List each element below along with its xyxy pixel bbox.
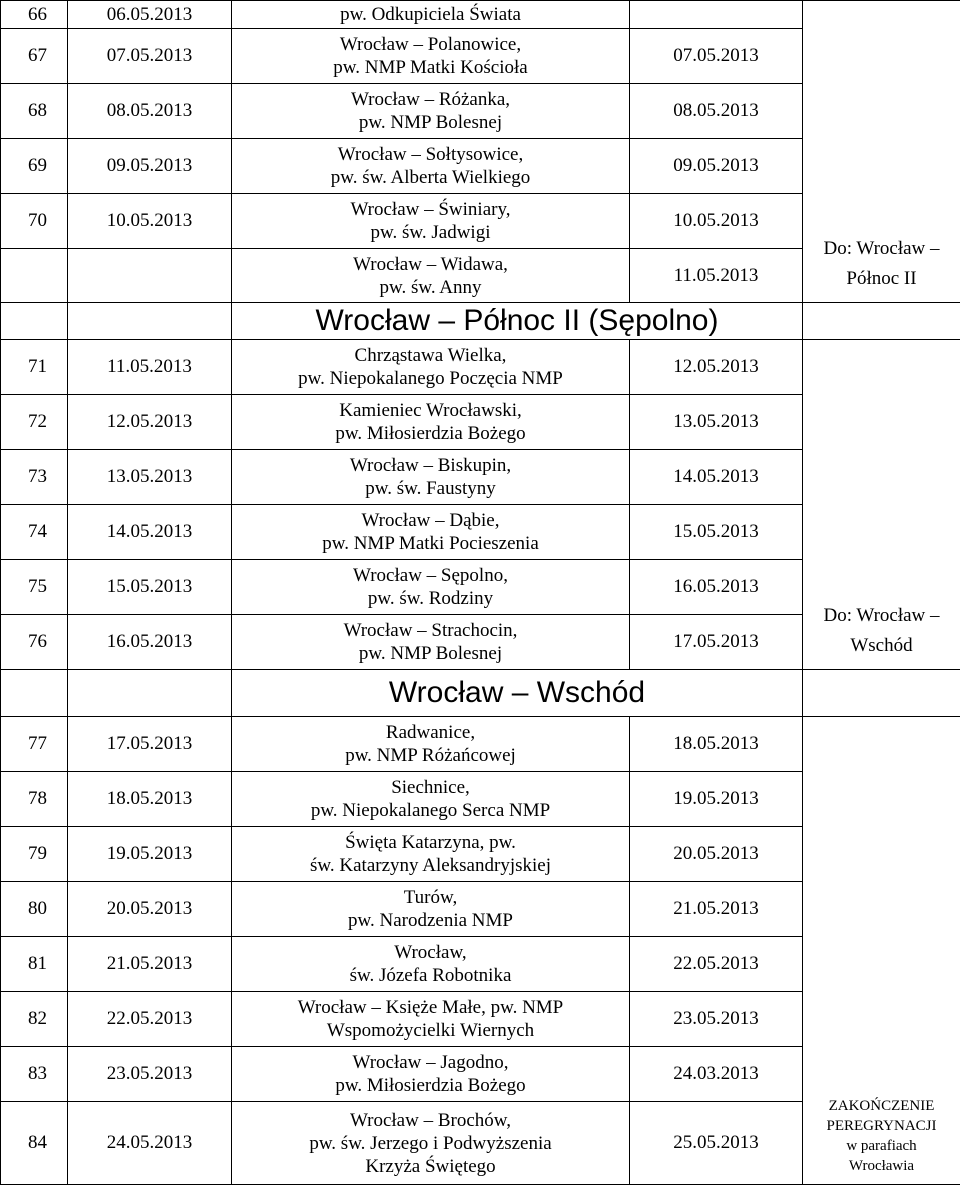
visit-date: 23.05.2013 <box>630 992 803 1047</box>
visit-date: 08.05.2013 <box>630 84 803 139</box>
parish-cell <box>232 717 630 772</box>
parish-line: pw. Miłosierdzia Bożego <box>335 1075 526 1096</box>
visit-date: 14.05.2013 <box>630 450 803 505</box>
row-date: 10.05.2013 <box>68 194 232 249</box>
row-number: 80 <box>1 882 68 937</box>
parish-line: Krzyża Świętego <box>365 1155 496 1177</box>
row-number: 69 <box>1 139 68 194</box>
parish-line: Wrocław – Świniary, <box>350 199 511 220</box>
empty-cell <box>68 303 232 340</box>
row-number: 78 <box>1 772 68 827</box>
empty-cell <box>68 670 232 717</box>
row-date: 06.05.2013 <box>68 1 232 29</box>
parish-line: pw. Odkupiciela Świata <box>340 4 521 25</box>
destination-line: PEREGRYNACJI <box>826 1118 937 1134</box>
parish-line: Turów, <box>403 887 458 908</box>
parish-line: Wrocław – Strachocin, <box>343 620 518 641</box>
parish-line: Wrocław – Jagodno, <box>352 1052 509 1073</box>
parish-cell <box>232 560 630 615</box>
visit-date: 07.05.2013 <box>630 29 803 84</box>
parish-line: Wrocław – Widawa, <box>353 253 508 275</box>
visit-date: 12.05.2013 <box>630 340 803 395</box>
visit-date: 19.05.2013 <box>630 772 803 827</box>
parish-line: Wrocław – Polanowice, <box>339 34 522 55</box>
destination-line: Do: Wrocław – <box>823 238 940 259</box>
destination-line: Do: Wrocław – <box>823 605 940 626</box>
row-number: 71 <box>1 340 68 395</box>
section-row <box>1 303 960 340</box>
row-date: 20.05.2013 <box>68 882 232 937</box>
row-number: 82 <box>1 992 68 1047</box>
row-date: 19.05.2013 <box>68 827 232 882</box>
destination-line: Wschód <box>850 635 913 656</box>
row-number: 74 <box>1 505 68 560</box>
destination-line: Północ II <box>846 268 917 289</box>
row-date <box>68 249 232 303</box>
row-date: 24.05.2013 <box>68 1102 232 1185</box>
row-date: 14.05.2013 <box>68 505 232 560</box>
parish-cell <box>232 992 630 1047</box>
visit-date: 20.05.2013 <box>630 827 803 882</box>
parish-cell <box>232 84 630 139</box>
row-date: 23.05.2013 <box>68 1047 232 1102</box>
section-heading: Wrocław – Północ II (Sępolno) <box>232 303 803 340</box>
parish-line: pw. NMP Matki Pocieszenia <box>322 533 539 554</box>
visit-date: 11.05.2013 <box>630 249 803 303</box>
row-date: 07.05.2013 <box>68 29 232 84</box>
parish-line: św. Katarzyny Aleksandryjskiej <box>310 855 551 876</box>
parish-line: pw. św. Faustyny <box>365 478 496 499</box>
parish-line: Święta Katarzyna, pw. <box>345 832 516 853</box>
parish-line: Wrocław – Księże Małe, pw. NMP <box>297 997 564 1018</box>
visit-date: 25.05.2013 <box>630 1102 803 1185</box>
parish-cell <box>232 340 630 395</box>
parish-line: pw. św. Rodziny <box>367 588 494 609</box>
row-number: 73 <box>1 450 68 505</box>
parish-line: pw. NMP Bolesnej <box>358 112 503 133</box>
empty-cell <box>803 670 960 717</box>
parish-line: Wrocław – Brochów, <box>349 1109 512 1131</box>
parish-line: pw. NMP Bolesnej <box>358 643 503 664</box>
parish-line: pw. św. Alberta Wielkiego <box>330 167 531 188</box>
destination-cell <box>803 340 960 670</box>
row-date: 12.05.2013 <box>68 395 232 450</box>
parish-line: Kamieniec Wrocławski, <box>339 400 522 421</box>
visit-date: 13.05.2013 <box>630 395 803 450</box>
row-number: 83 <box>1 1047 68 1102</box>
visit-date: 15.05.2013 <box>630 505 803 560</box>
visit-date <box>630 1 803 29</box>
parish-line: Wrocław – Sołtysowice, <box>337 144 524 165</box>
parish-line: pw. Miłosierdzia Bożego <box>335 423 526 444</box>
visit-date: 17.05.2013 <box>630 615 803 670</box>
table-row <box>1 340 960 395</box>
parish-cell <box>232 450 630 505</box>
destination-line: ZAKOŃCZENIE <box>828 1098 935 1114</box>
parish-line: Wrocław – Biskupin, <box>349 455 512 476</box>
row-number: 76 <box>1 615 68 670</box>
table-row <box>1 717 960 772</box>
parish-cell <box>232 395 630 450</box>
visit-date: 22.05.2013 <box>630 937 803 992</box>
section-heading: Wrocław – Wschód <box>232 670 803 717</box>
row-number: 84 <box>1 1102 68 1185</box>
parish-cell <box>232 772 630 827</box>
parish-line: św. Józefa Robotnika <box>349 965 512 986</box>
parish-line: Radwanice, <box>385 722 476 743</box>
parish-cell <box>232 882 630 937</box>
visit-date: 21.05.2013 <box>630 882 803 937</box>
row-date: 21.05.2013 <box>68 937 232 992</box>
row-date: 09.05.2013 <box>68 139 232 194</box>
row-number: 75 <box>1 560 68 615</box>
parish-line: pw. św. Anny <box>379 276 482 298</box>
row-date: 08.05.2013 <box>68 84 232 139</box>
parish-cell <box>232 1047 630 1102</box>
parish-line: Siechnice, <box>391 777 470 798</box>
parish-line: Wrocław, <box>394 942 467 963</box>
destination-cell <box>803 717 960 1185</box>
empty-cell <box>1 303 68 340</box>
empty-cell <box>803 303 960 340</box>
row-number: 70 <box>1 194 68 249</box>
table-row <box>1 1 960 29</box>
destination-cell <box>803 1 960 303</box>
visit-date: 10.05.2013 <box>630 194 803 249</box>
parish-cell <box>232 937 630 992</box>
parish-line: pw. św. Jadwigi <box>370 222 491 243</box>
visit-date: 24.03.2013 <box>630 1047 803 1102</box>
parish-cell <box>232 827 630 882</box>
parish-line: pw. Niepokalanego Poczęcia NMP <box>298 368 563 389</box>
row-number: 66 <box>1 1 68 29</box>
destination-line: Wrocławia <box>848 1158 915 1174</box>
row-date: 16.05.2013 <box>68 615 232 670</box>
section-row <box>1 670 960 717</box>
parish-line: Wrocław – Dąbie, <box>361 510 500 531</box>
row-date: 11.05.2013 <box>68 340 232 395</box>
parish-cell <box>232 29 630 84</box>
parish-line: pw. św. Jerzego i Podwyższenia <box>309 1132 552 1154</box>
row-number <box>1 249 68 303</box>
parish-cell <box>232 194 630 249</box>
parish-line: Wrocław – Różanka, <box>350 89 511 110</box>
parish-cell <box>232 1 630 29</box>
visit-date: 18.05.2013 <box>630 717 803 772</box>
row-number: 81 <box>1 937 68 992</box>
row-date: 15.05.2013 <box>68 560 232 615</box>
parish-cell <box>232 249 630 303</box>
row-number: 77 <box>1 717 68 772</box>
parish-line: pw. NMP Różańcowej <box>345 745 516 766</box>
row-number: 67 <box>1 29 68 84</box>
parish-cell <box>232 139 630 194</box>
row-number: 79 <box>1 827 68 882</box>
parish-cell <box>232 615 630 670</box>
row-date: 13.05.2013 <box>68 450 232 505</box>
row-number: 68 <box>1 84 68 139</box>
destination-line: w parafiach <box>846 1138 917 1154</box>
row-date: 17.05.2013 <box>68 717 232 772</box>
row-number: 72 <box>1 395 68 450</box>
parish-line: pw. Narodzenia NMP <box>348 910 513 931</box>
parish-line: pw. NMP Matki Kościoła <box>333 57 528 78</box>
row-date: 22.05.2013 <box>68 992 232 1047</box>
visit-date: 09.05.2013 <box>630 139 803 194</box>
parish-line: Wrocław – Sępolno, <box>353 565 508 586</box>
parish-cell <box>232 505 630 560</box>
parish-line: Chrząstawa Wielka, <box>354 345 507 366</box>
parish-line: pw. Niepokalanego Serca NMP <box>310 800 551 821</box>
empty-cell <box>1 670 68 717</box>
visit-date: 16.05.2013 <box>630 560 803 615</box>
row-date: 18.05.2013 <box>68 772 232 827</box>
parish-line: Wspomożycielki Wiernych <box>326 1020 535 1041</box>
parish-cell <box>232 1102 630 1185</box>
